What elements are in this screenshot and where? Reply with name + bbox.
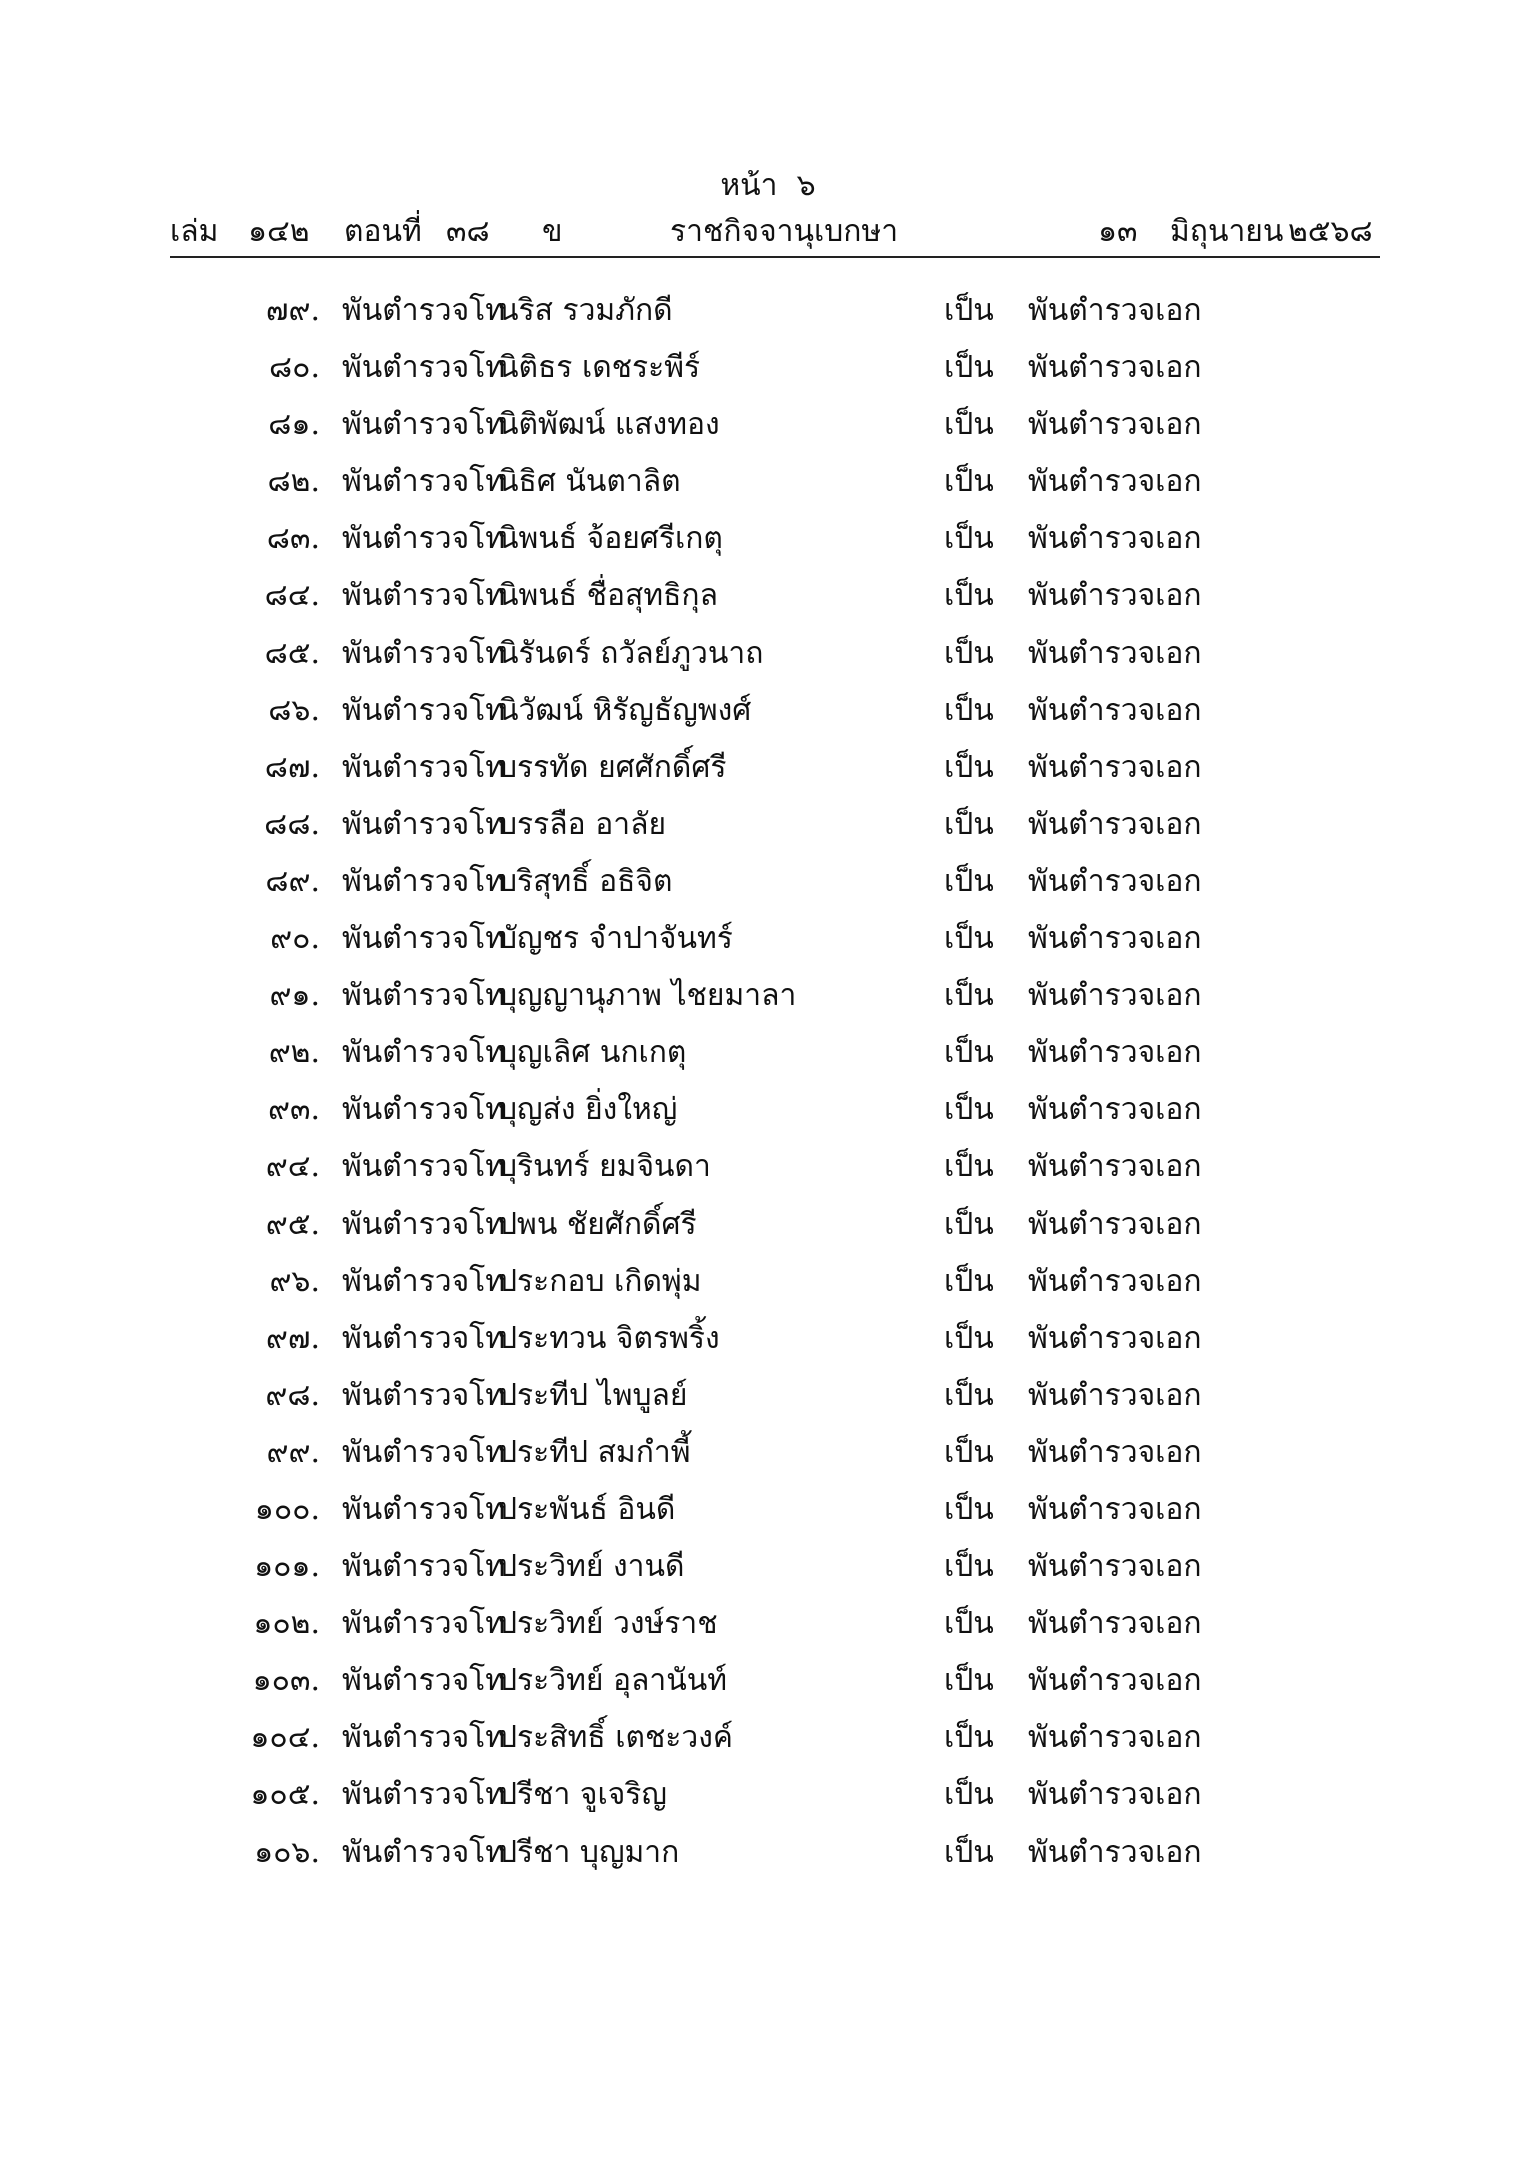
entry-number: ๙๖. [269,1263,320,1299]
section-letter: ข [542,214,563,249]
current-rank: พันตำรวจโท [342,1663,506,1699]
current-rank: พันตำรวจโท [342,1092,506,1128]
list-item [0,518,1536,575]
current-rank: พันตำรวจโท [342,578,506,614]
person-name: บรรลือ อาลัย [498,806,667,842]
list-item [0,461,1536,518]
new-rank: พันตำรวจเอก [1028,1206,1202,1242]
person-name: บัญชร จำปาจันทร์ [498,921,733,957]
be-word: เป็น [944,521,994,557]
current-rank: พันตำรวจโท [342,863,506,899]
current-rank: พันตำรวจโท [342,1035,506,1071]
be-word: เป็น [944,1777,994,1813]
list-item [0,918,1536,975]
list-item [0,1432,1536,1489]
be-word: เป็น [944,1663,994,1699]
list-item [0,347,1536,404]
entry-number: ๙๔. [265,1149,320,1185]
be-word: เป็น [944,1720,994,1756]
person-name: ประทีป สมกำพี้ [498,1434,691,1470]
new-rank: พันตำรวจเอก [1028,293,1202,328]
current-rank: พันตำรวจโท [342,978,506,1014]
entry-number: ๙๗. [265,1320,320,1356]
entry-number: ๘๒. [267,464,320,500]
page-number [0,162,1536,209]
new-rank: พันตำรวจเอก [1028,464,1202,500]
be-word: เป็น [944,1549,994,1585]
person-name: นิพนธ์ ชื่อสุทธิกุล [498,578,718,614]
entry-number: ๘๖. [268,692,320,728]
entry-number: ๙๕. [265,1206,320,1242]
entry-number: ๘๓. [266,521,320,557]
be-word: เป็น [944,635,994,671]
page-number-value: ๖ [796,168,816,203]
current-rank: พันตำรวจโท [342,1834,506,1870]
list-item [0,404,1536,461]
current-rank: พันตำรวจโท [342,806,506,842]
person-name: บุญส่ง ยิ่งใหญ่ [498,1092,678,1128]
list-item [0,1832,1536,1889]
list-item [0,1318,1536,1375]
current-rank: พันตำรวจโท [342,1434,506,1470]
new-rank: พันตำรวจเอก [1028,978,1202,1014]
be-word: เป็น [944,464,994,500]
be-word: เป็น [944,921,994,957]
be-word: เป็น [944,1092,994,1128]
list-item [0,1089,1536,1146]
entry-number: ๑๐๔. [250,1720,320,1756]
new-rank: พันตำรวจเอก [1028,1720,1202,1756]
current-rank: พันตำรวจโท [342,635,506,671]
new-rank: พันตำรวจเอก [1028,1434,1202,1470]
person-name: นิพนธ์ จ้อยศรีเกตุ [498,521,723,557]
list-item [0,1717,1536,1774]
be-word: เป็น [944,1206,994,1242]
current-rank: พันตำรวจโท [342,293,506,328]
list-item [0,804,1536,861]
current-rank: พันตำรวจโท [342,1777,506,1813]
list-item [0,1375,1536,1432]
person-name: ประทีป ไพบูลย์ [498,1377,688,1413]
person-name: บรรทัด ยศศักดิ์ศรี [498,749,727,785]
entry-number: ๙๓. [267,1092,320,1128]
person-name: บุญญานุภาพ ไชยมาลา [498,978,797,1014]
current-rank: พันตำรวจโท [342,464,506,500]
new-rank: พันตำรวจเอก [1028,1035,1202,1071]
new-rank: พันตำรวจเอก [1028,1606,1202,1642]
be-word: เป็น [944,1149,994,1185]
person-name: ประพันธ์ อินดี [498,1491,676,1527]
current-rank: พันตำรวจโท [342,1377,506,1413]
entry-number: ๙๙. [266,1434,320,1470]
person-name: ประวิทย์ อุลานันท์ [498,1663,728,1699]
list-item [0,1146,1536,1203]
list-item [0,1204,1536,1261]
person-name: นิธิศ นันตาลิต [498,464,681,500]
person-name: ปพน ชัยศักดิ์ศรี [498,1206,697,1242]
volume-label: เล่ม [170,214,219,249]
new-rank: พันตำรวจเอก [1028,578,1202,614]
entry-number: ๑๐๐. [254,1491,320,1527]
person-name: บุรินทร์ ยมจินดา [498,1149,711,1185]
part-number: ๓๘ [446,214,490,249]
be-word: เป็น [944,1491,994,1527]
date-day: ๑๓ [1098,214,1138,249]
be-word: เป็น [944,1263,994,1299]
current-rank: พันตำรวจโท [342,692,506,728]
list-item [0,1546,1536,1603]
date-month: มิถุนายน [1170,214,1284,249]
person-name: นิติพัฒน์ แสงทอง [498,407,720,443]
list-item [0,633,1536,690]
entry-number: ๑๐๕. [250,1777,320,1813]
entry-number: ๑๐๒. [253,1606,320,1642]
person-name: นริส รวมภักดี [498,293,673,328]
volume-number: ๑๔๒ [248,214,310,249]
current-rank: พันตำรวจโท [342,1206,506,1242]
list-item [0,575,1536,632]
promotion-list [0,290,1536,1889]
person-name: นิวัฒน์ หิรัญธัญพงศ์ [498,692,752,728]
person-name: ประสิทธิ์ เตชะวงค์ [498,1720,733,1756]
entry-number: ๘๑. [268,407,320,443]
person-name: ประวิทย์ งานดี [498,1549,685,1585]
new-rank: พันตำรวจเอก [1028,635,1202,671]
current-rank: พันตำรวจโท [342,1491,506,1527]
be-word: เป็น [944,1035,994,1071]
list-item [0,1489,1536,1546]
part-label: ตอนที่ [344,214,422,249]
new-rank: พันตำรวจเอก [1028,350,1202,386]
be-word: เป็น [944,1834,994,1870]
new-rank: พันตำรวจเอก [1028,806,1202,842]
new-rank: พันตำรวจเอก [1028,1663,1202,1699]
current-rank: พันตำรวจโท [342,1606,506,1642]
entry-number: ๘๗. [264,749,320,785]
current-rank: พันตำรวจโท [342,1149,506,1185]
entry-number: ๘๙. [265,863,320,899]
list-item [0,1774,1536,1831]
be-word: เป็น [944,806,994,842]
be-word: เป็น [944,407,994,443]
entry-number: ๑๐๑. [254,1549,320,1585]
list-item [0,290,1536,347]
new-rank: พันตำรวจเอก [1028,921,1202,957]
person-name: บริสุทธิ์ อธิจิต [498,863,673,899]
current-rank: พันตำรวจโท [342,1720,506,1756]
page-label: หน้า [720,168,778,203]
be-word: เป็น [944,692,994,728]
person-name: นิรันดร์ ถวัลย์ภูวนาถ [498,635,764,671]
current-rank: พันตำรวจโท [342,1320,506,1356]
new-rank: พันตำรวจเอก [1028,1149,1202,1185]
be-word: เป็น [944,578,994,614]
list-item [0,690,1536,747]
new-rank: พันตำรวจเอก [1028,521,1202,557]
list-item [0,861,1536,918]
person-name: ประกอบ เกิดพุ่ม [498,1263,702,1299]
date-year: ๒๕๖๘ [1288,214,1373,249]
person-name: ประวิทย์ วงษ์ราช [498,1606,718,1642]
be-word: เป็น [944,350,994,386]
entry-number: ๙๘. [265,1377,320,1413]
person-name: ปรีชา บุญมาก [498,1834,680,1870]
be-word: เป็น [944,1606,994,1642]
person-name: บุญเลิศ นกเกตุ [498,1035,687,1071]
current-rank: พันตำรวจโท [342,1263,506,1299]
be-word: เป็น [944,1377,994,1413]
be-word: เป็น [944,1434,994,1470]
new-rank: พันตำรวจเอก [1028,1263,1202,1299]
current-rank: พันตำรวจโท [342,350,506,386]
entry-number: ๑๐๓. [252,1663,320,1699]
current-rank: พันตำรวจโท [342,1549,506,1585]
list-item [0,975,1536,1032]
current-rank: พันตำรวจโท [342,921,506,957]
new-rank: พันตำรวจเอก [1028,1320,1202,1356]
person-name: นิติธร เดชระพีร์ [498,350,701,386]
person-name: ปรีชา จูเจริญ [498,1777,667,1813]
be-word: เป็น [944,863,994,899]
entry-number: ๗๙. [265,293,320,328]
new-rank: พันตำรวจเอก [1028,1377,1202,1413]
list-item [0,1603,1536,1660]
be-word: เป็น [944,293,994,328]
new-rank: พันตำรวจเอก [1028,1491,1202,1527]
new-rank: พันตำรวจเอก [1028,749,1202,785]
be-word: เป็น [944,749,994,785]
new-rank: พันตำรวจเอก [1028,407,1202,443]
entry-number: ๑๐๖. [254,1834,320,1870]
new-rank: พันตำรวจเอก [1028,863,1202,899]
entry-number: ๘๘. [264,806,320,842]
current-rank: พันตำรวจโท [342,521,506,557]
list-item [0,1032,1536,1089]
entry-number: ๘๐. [269,350,320,386]
new-rank: พันตำรวจเอก [1028,1092,1202,1128]
new-rank: พันตำรวจเอก [1028,1549,1202,1585]
be-word: เป็น [944,978,994,1014]
current-rank: พันตำรวจโท [342,407,506,443]
publication-title: ราชกิจจานุเบกษา [670,214,899,249]
new-rank: พันตำรวจเอก [1028,1777,1202,1813]
gazette-header [170,208,1380,258]
entry-number: ๙๒. [268,1035,320,1071]
entry-number: ๙๐. [270,921,320,957]
new-rank: พันตำรวจเอก [1028,692,1202,728]
current-rank: พันตำรวจโท [342,749,506,785]
list-item [0,1660,1536,1717]
list-item [0,747,1536,804]
entry-number: ๘๕. [264,635,320,671]
list-item [0,1261,1536,1318]
entry-number: ๙๑. [269,978,320,1014]
be-word: เป็น [944,1320,994,1356]
entry-number: ๘๔. [264,578,320,614]
person-name: ประทวน จิตรพริ้ง [498,1320,720,1356]
new-rank: พันตำรวจเอก [1028,1834,1202,1870]
